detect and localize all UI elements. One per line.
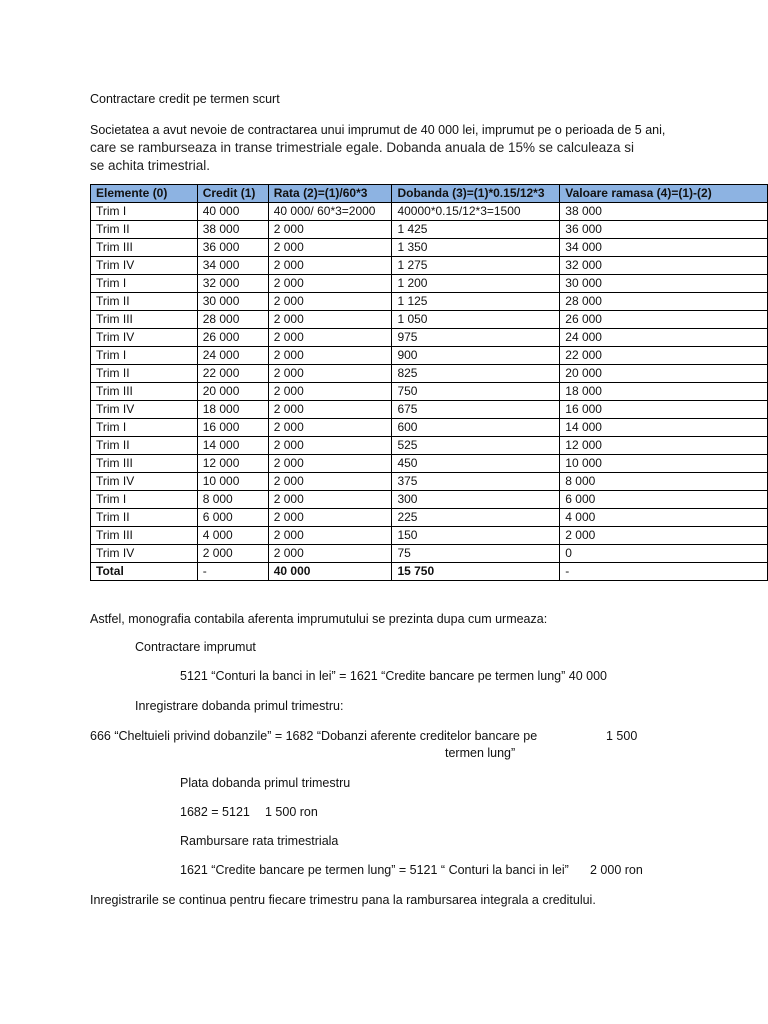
table-cell: 1 050 (392, 311, 560, 329)
table-cell: Trim III (91, 311, 198, 329)
table-cell: 75 (392, 545, 560, 563)
table-cell: 375 (392, 473, 560, 491)
entry-dobanda-amount: 1 500 (606, 729, 638, 743)
table-row (91, 329, 768, 347)
table-cell: 150 (392, 527, 560, 545)
table-cell: 2 000 (268, 365, 392, 383)
table-cell: 20 000 (560, 365, 768, 383)
table-cell: 28 000 (197, 311, 268, 329)
table-cell: 34 000 (560, 239, 768, 257)
table-cell: 10 000 (197, 473, 268, 491)
table-row (91, 545, 768, 563)
table-cell: 825 (392, 365, 560, 383)
table-cell: 4 000 (197, 527, 268, 545)
table-cell: 2 000 (268, 347, 392, 365)
table-cell: 2 000 (268, 329, 392, 347)
table-cell: 1 200 (392, 275, 560, 293)
table-cell: 12 000 (197, 455, 268, 473)
table-cell: 26 000 (560, 311, 768, 329)
table-cell: 2 000 (268, 473, 392, 491)
table-cell: 8 000 (560, 473, 768, 491)
intro-paragraph (90, 121, 690, 175)
table-cell: 32 000 (560, 257, 768, 275)
table-body (91, 203, 768, 563)
table-cell: 40 000/ 60*3=2000 (268, 203, 392, 221)
table-cell: Trim I (91, 203, 198, 221)
table-cell: 2 000 (268, 401, 392, 419)
table-cell: 2 000 (268, 221, 392, 239)
table-row (91, 239, 768, 257)
table-cell: 40000*0.15/12*3=1500 (392, 203, 560, 221)
table-row (91, 203, 768, 221)
table-row (91, 527, 768, 545)
table-cell: 2 000 (268, 455, 392, 473)
table-cell: 6 000 (197, 509, 268, 527)
table-cell: 22 000 (197, 365, 268, 383)
table-cell: Trim I (91, 275, 198, 293)
entry-plata-dobanda-amount: 1 500 ron (265, 805, 318, 819)
table-cell: Trim II (91, 509, 198, 527)
table-cell: 1 125 (392, 293, 560, 311)
table-cell: 16 000 (197, 419, 268, 437)
table-cell: Trim III (91, 239, 198, 257)
table-cell: 675 (392, 401, 560, 419)
table-cell: 2 000 (268, 419, 392, 437)
table-cell: 1 275 (392, 257, 560, 275)
total-row (91, 563, 768, 581)
table-cell: 2 000 (268, 239, 392, 257)
table-cell: 32 000 (197, 275, 268, 293)
table-cell: 16 000 (560, 401, 768, 419)
table-cell: Trim IV (91, 545, 198, 563)
table-cell: 600 (392, 419, 560, 437)
table-cell: 10 000 (560, 455, 768, 473)
table-cell: 2 000 (268, 293, 392, 311)
table-cell: Trim IV (91, 257, 198, 275)
table-cell: 24 000 (560, 329, 768, 347)
table-cell: Trim III (91, 383, 198, 401)
credit-table (90, 184, 768, 581)
table-cell: 2 000 (560, 527, 768, 545)
total-cell: Total (91, 563, 198, 581)
table-cell: 36 000 (560, 221, 768, 239)
table-cell: Trim IV (91, 401, 198, 419)
table-cell: 8 000 (197, 491, 268, 509)
table-cell: Trim I (91, 419, 198, 437)
table-cell: Trim II (91, 293, 198, 311)
table-cell: 40 000 (197, 203, 268, 221)
table-cell: 300 (392, 491, 560, 509)
table-row (91, 311, 768, 329)
table-cell: 2 000 (268, 311, 392, 329)
table-row (91, 437, 768, 455)
table-cell: 1 425 (392, 221, 560, 239)
heading-contractare: Contractare imprumut (135, 640, 256, 654)
intro-line-3: se achita trimestrial. (90, 158, 211, 173)
total-cell: 15 750 (392, 563, 560, 581)
table-row (91, 509, 768, 527)
table-cell: 12 000 (560, 437, 768, 455)
table-cell: 4 000 (560, 509, 768, 527)
table-cell: 30 000 (197, 293, 268, 311)
table-cell: 2 000 (268, 383, 392, 401)
table-cell: 34 000 (197, 257, 268, 275)
total-cell: 40 000 (268, 563, 392, 581)
table-row (91, 455, 768, 473)
table-cell: 2 000 (268, 437, 392, 455)
table-cell: 20 000 (197, 383, 268, 401)
entry-plata-dobanda: 1682 = 5121 (180, 805, 250, 819)
page-title: Contractare credit pe termen scurt (90, 92, 280, 106)
entry-rambursare-amount: 2 000 ron (590, 863, 643, 877)
table-cell: 0 (560, 545, 768, 563)
table-cell: 2 000 (268, 509, 392, 527)
total-cell: - (560, 563, 768, 581)
table-cell: 28 000 (560, 293, 768, 311)
table-cell: 2 000 (268, 275, 392, 293)
closing-note: Inregistrarile se continua pentru fiecare trimestru pana la rambursarea integrala a creditului. (90, 893, 596, 907)
table-cell: Trim III (91, 455, 198, 473)
table-cell: Trim IV (91, 473, 198, 491)
heading-rambursare: Rambursare rata trimestriala (180, 834, 339, 848)
table-cell: 36 000 (197, 239, 268, 257)
table-row (91, 365, 768, 383)
table-row (91, 491, 768, 509)
table-row (91, 383, 768, 401)
table-cell: 38 000 (560, 203, 768, 221)
table-row (91, 401, 768, 419)
table-cell: 225 (392, 509, 560, 527)
table-cell: Trim I (91, 491, 198, 509)
header-cell: Rata (2)=(1)/60*3 (268, 185, 392, 203)
intro-line-2: care se ramburseaza in transe trimestriale egale. Dobanda anuala de 15% se calculeaza si (90, 140, 635, 155)
table-cell: 450 (392, 455, 560, 473)
table-cell: 24 000 (197, 347, 268, 365)
header-cell: Elemente (0) (91, 185, 198, 203)
table-cell: 38 000 (197, 221, 268, 239)
table-cell: Trim II (91, 437, 198, 455)
table-cell: 26 000 (197, 329, 268, 347)
header-cell: Dobanda (3)=(1)*0.15/12*3 (392, 185, 560, 203)
table-cell: 14 000 (197, 437, 268, 455)
entry-dobanda-line1: 666 “Cheltuieli privind dobanzile” = 1682 “Dobanzi aferente creditelor bancare pe (90, 729, 538, 743)
table-cell: 2 000 (268, 527, 392, 545)
table-cell: Trim IV (91, 329, 198, 347)
table-cell: Trim III (91, 527, 198, 545)
table-row (91, 347, 768, 365)
table-cell: 1 350 (392, 239, 560, 257)
table-cell: Trim II (91, 365, 198, 383)
table-cell: 2 000 (268, 545, 392, 563)
table-row (91, 275, 768, 293)
heading-dobanda: Inregistrare dobanda primul trimestru: (135, 699, 344, 713)
entry-dobanda-line2: termen lung” (445, 746, 516, 760)
table-row (91, 221, 768, 239)
heading-plata-dobanda: Plata dobanda primul trimestru (180, 776, 351, 790)
table-cell: 975 (392, 329, 560, 347)
table-cell: 2 000 (268, 491, 392, 509)
table-cell: 2 000 (268, 257, 392, 275)
header-cell: Credit (1) (197, 185, 268, 203)
table-cell: 2 000 (197, 545, 268, 563)
table-cell: 14 000 (560, 419, 768, 437)
table-cell: 18 000 (197, 401, 268, 419)
table-row (91, 419, 768, 437)
table-cell: Trim I (91, 347, 198, 365)
table-cell: 18 000 (560, 383, 768, 401)
table-row (91, 257, 768, 275)
table-cell: 750 (392, 383, 560, 401)
monografie-intro: Astfel, monografia contabila aferenta imprumutului se prezinta dupa cum urmeaza: (90, 612, 548, 626)
table-row (91, 293, 768, 311)
entry-rambursare: 1621 “Credite bancare pe termen lung” = 5121 “ Conturi la banci in lei” (180, 863, 569, 877)
total-cell: - (197, 563, 268, 581)
table-cell: Trim II (91, 221, 198, 239)
table-cell: 900 (392, 347, 560, 365)
entry-contractare: 5121 “Conturi la banci in lei” = 1621 “Credite bancare pe termen lung” 40 000 (180, 669, 607, 683)
table-cell: 525 (392, 437, 560, 455)
header-cell: Valoare ramasa (4)=(1)-(2) (560, 185, 768, 203)
table-cell: 6 000 (560, 491, 768, 509)
table-row (91, 473, 768, 491)
table-cell: 30 000 (560, 275, 768, 293)
table-header-row (91, 185, 768, 203)
intro-line-1: Societatea a avut nevoie de contractarea unui imprumut de 40 000 lei, imprumut pe o perioada de 5 ani, (90, 123, 666, 137)
table-cell: 22 000 (560, 347, 768, 365)
